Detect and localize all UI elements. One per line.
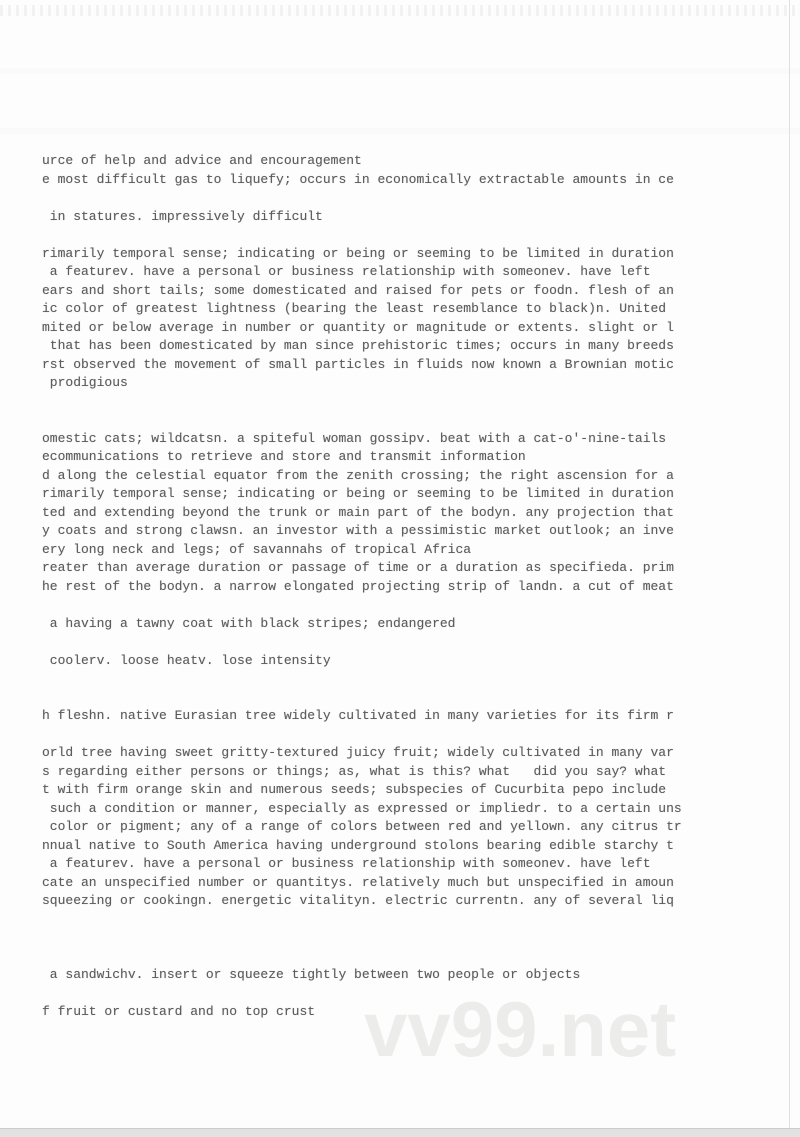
text-line: urce of help and advice and encouragement: [42, 153, 362, 168]
text-line: nnual native to South America having underground stolons bearing edible starchy t: [42, 837, 674, 853]
scan-perforation-band: [0, 5, 800, 16]
text-line: rimarily temporal sense; indicating or being or seeming to be limited in duration: [42, 486, 674, 501]
text-line: prodigious: [42, 375, 128, 390]
scan-streak: [0, 68, 800, 74]
page-right-edge: [789, 0, 790, 1128]
text-line: d along the celestial equator from the zenith crossing; the right ascension for a: [42, 467, 674, 483]
text-line: ic color of greatest lightness (bearing the least resemblance to black)n. United: [42, 301, 667, 316]
text-line: in statures. impressively difficult: [42, 208, 323, 224]
text-line: reater than average duration or passage of time or a duration as specifieda. prim: [42, 560, 674, 575]
text-line: omestic cats; wildcatsn. a spiteful woman gossipv. beat with a cat-o'-nine-tails: [42, 430, 667, 446]
text-line: such a condition or manner, especially as expressed or impliedr. to a certain uns: [42, 800, 682, 816]
page-text: [42, 152, 742, 1022]
text-line: [42, 948, 742, 967]
text-line: ecommunications to retrieve and store and transmit information: [42, 449, 526, 464]
text-line: [42, 226, 742, 245]
text-line: squeezing or cookingn. energetic vitalityn. electric currentn. any of several liq: [42, 893, 674, 908]
text-line: [42, 670, 742, 689]
text-line: [42, 911, 742, 930]
text-line: t with firm orange skin and numerous seeds; subspecies of Cucurbita pepo include: [42, 782, 667, 797]
text-line: color or pigment; any of a range of colors between red and yellown. any citrus tr: [42, 819, 682, 834]
text-line: e most difficult gas to liquefy; occurs in economically extractable amounts in ce: [42, 171, 674, 187]
text-line: [42, 411, 742, 430]
watermark: vv99.net: [364, 985, 677, 1073]
text-line: [42, 726, 742, 745]
text-line: [42, 985, 742, 1004]
text-line: [42, 929, 742, 948]
text-line: ery long neck and legs; of savannahs of tropical Africa: [42, 541, 472, 557]
text-line: mited or below average in number or quantity or magnitude or extents. slight or l: [42, 319, 674, 335]
text-line: that has been domesticated by man since prehistoric times; occurs in many breeds: [42, 338, 674, 353]
text-line: orld tree having sweet gritty-textured juicy fruit; widely cultivated in many var: [42, 745, 674, 760]
text-line: rst observed the movement of small particles in fluids now known a Brownian motic: [42, 356, 674, 372]
text-line: ears and short tails; some domesticated and raised for pets or foodn. flesh of an: [42, 282, 674, 298]
text-line: [42, 633, 742, 652]
text-line: rimarily temporal sense; indicating or being or seeming to be limited in duration: [42, 245, 674, 261]
text-line: [42, 189, 742, 208]
text-line: a featurev. have a personal or business relationship with someonev. have left: [42, 856, 651, 871]
scan-streak: [0, 128, 800, 134]
text-line: [42, 596, 742, 615]
text-line: he rest of the bodyn. a narrow elongated projecting strip of landn. a cut of meat: [42, 578, 674, 594]
text-line: [42, 689, 742, 708]
text-line: s regarding either persons or things; as, what is this? what did you say? what: [42, 763, 667, 779]
text-line: a having a tawny coat with black stripes; endangered: [42, 615, 456, 631]
text-line: h fleshn. native Eurasian tree widely cultivated in many varieties for its firm r: [42, 708, 674, 723]
text-line: ted and extending beyond the trunk or main part of the bodyn. any projection that: [42, 504, 674, 520]
text-line: a featurev. have a personal or business relationship with someonev. have left: [42, 264, 651, 279]
text-line: f fruit or custard and no top crust: [42, 1004, 316, 1019]
text-line: y coats and strong clawsn. an investor with a pessimistic market outlook; an inve: [42, 523, 674, 538]
text-line: cate an unspecified number or quantitys. relatively much but unspecified in amoun: [42, 874, 674, 890]
text-line: a sandwichv. insert or squeeze tightly between two people or objects: [42, 967, 581, 982]
text-line: coolerv. loose heatv. lose intensity: [42, 652, 331, 668]
text-line: [42, 393, 742, 412]
